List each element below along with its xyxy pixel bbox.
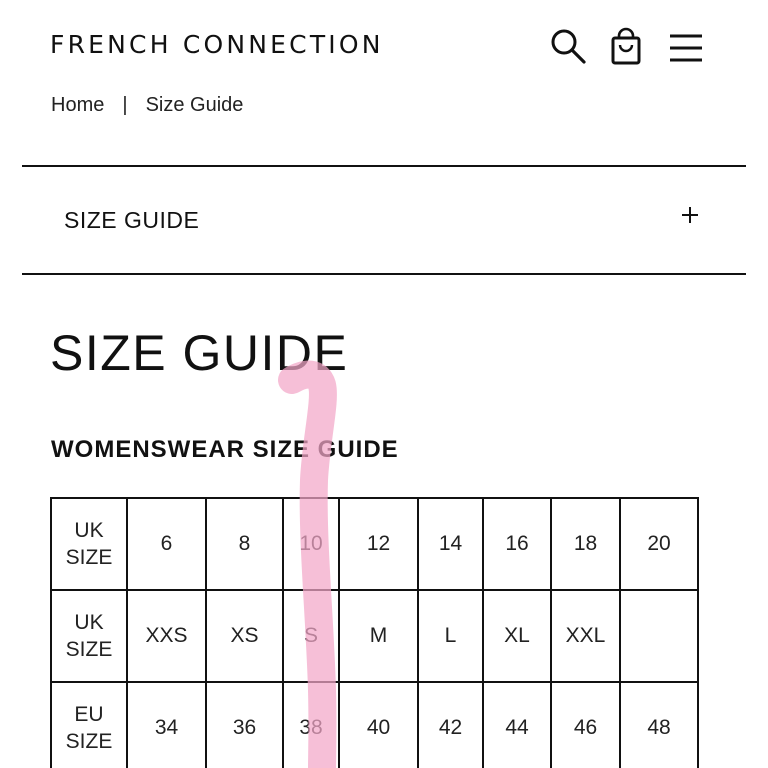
size-cell: 8 [206,498,283,590]
breadcrumb-current: Size Guide [145,94,244,116]
womenswear-section-title: WOMENSWEAR SIZE GUIDE [51,436,399,463]
size-cell: XXL [551,590,620,682]
size-cell: XL [483,590,551,682]
row-label-text: SIZE [65,638,113,661]
size-cell: 44 [483,682,551,768]
row-label-cell [51,590,127,682]
size-cell: 12 [339,498,418,590]
size-cell: S [283,590,339,682]
size-cell: 40 [339,682,418,768]
row-label-text: SIZE [65,730,113,753]
row-label-text: UK [74,610,104,634]
row-label-text: SIZE [65,546,113,569]
size-cell [620,590,698,682]
size-cell: 36 [206,682,283,768]
row-label-cell [51,498,127,590]
size-cell: L [418,590,483,682]
size-cell: 10 [283,498,339,590]
size-cell: XXS [127,590,206,682]
breadcrumb-separator: | [122,94,128,116]
row-label-text: UK [74,518,104,542]
size-cell: 38 [283,682,339,768]
brand-logo[interactable]: FRENCH CONNECTION [50,30,384,59]
shopping-bag-icon[interactable] [606,26,646,66]
table-row [51,498,698,590]
menu-icon[interactable] [666,26,706,66]
plus-icon[interactable] [678,203,702,227]
accordion-title: SIZE GUIDE [64,207,200,233]
size-cell: 18 [551,498,620,590]
size-cell: 34 [127,682,206,768]
size-cell: 20 [620,498,698,590]
search-icon[interactable] [548,26,588,66]
size-cell: XS [206,590,283,682]
size-guide-accordion[interactable] [22,165,746,275]
row-label-text: EU [74,702,104,726]
site-header [0,0,768,90]
size-cell: 14 [418,498,483,590]
breadcrumb-home-link[interactable]: Home [51,94,105,116]
page-title: SIZE GUIDE [50,325,349,381]
row-label-cell [51,682,127,768]
size-cell: 6 [127,498,206,590]
size-cell: 16 [483,498,551,590]
table-row [51,590,698,682]
breadcrumb [51,94,243,117]
size-table [50,497,699,768]
size-cell: M [339,590,418,682]
table-row [51,682,698,768]
size-cell: 48 [620,682,698,768]
size-cell: 42 [418,682,483,768]
size-cell: 46 [551,682,620,768]
